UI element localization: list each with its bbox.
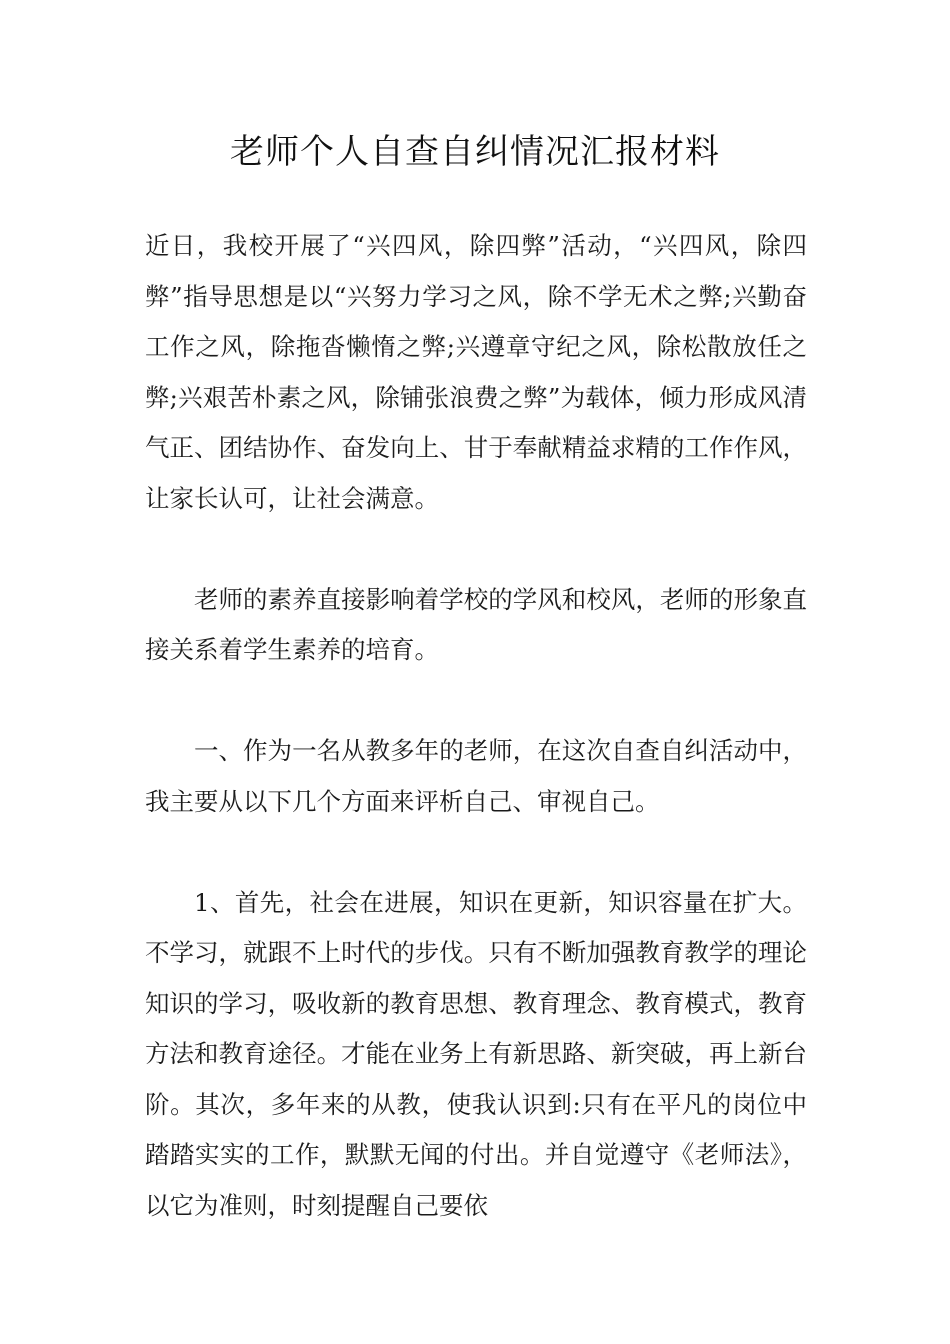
document-body (145, 221, 807, 1231)
paragraph-gap (145, 827, 807, 878)
paragraph-item-one: 1、首先，社会在进展，知识在更新，知识容量在扩大。不学习，就跟不上时代的步伐。只有不断加强教育教学的理论知识的学习，吸收新的教育思想、教育理念、教育模式，教育方法和教育途径。才能在业务上有新思路、新突破，再上新台阶。其次，多年来的从教，使我认识到:只有在平凡的岗位中踏踏实实的工作，默默无闻的付出。并自觉遵守《老师法》，以它为准则，时刻提醒自己要依 (145, 887, 807, 1220)
document-title: 老师个人自查自纠情况汇报材料 (230, 132, 720, 172)
paragraph-section-one: 一、作为一名从教多年的老师，在这次自查自纠活动中，我主要从以下几个方面来评析自己、审视自己。 (145, 736, 807, 816)
paragraph-gap (145, 676, 807, 727)
paragraph-gap (145, 524, 807, 575)
paragraph-intro: 近日，我校开展了“兴四风，除四弊”活动，“兴四风，除四弊”指导思想是以“兴努力学习之风，除不学无术之弊;兴勤奋工作之风，除拖沓懒惰之弊;兴遵章守纪之风，除松散放任之弊;兴艰苦朴素之风，除铺张浪费之弊”为载体，倾力形成风清气正、团结协作、奋发向上、甘于奉献精益求精的工作作风，让家长认可，让社会满意。 (145, 231, 807, 513)
paragraph-teacher-quality: 老师的素养直接影响着学校的学风和校风，老师的形象直接关系着学生素养的培育。 (145, 584, 807, 664)
